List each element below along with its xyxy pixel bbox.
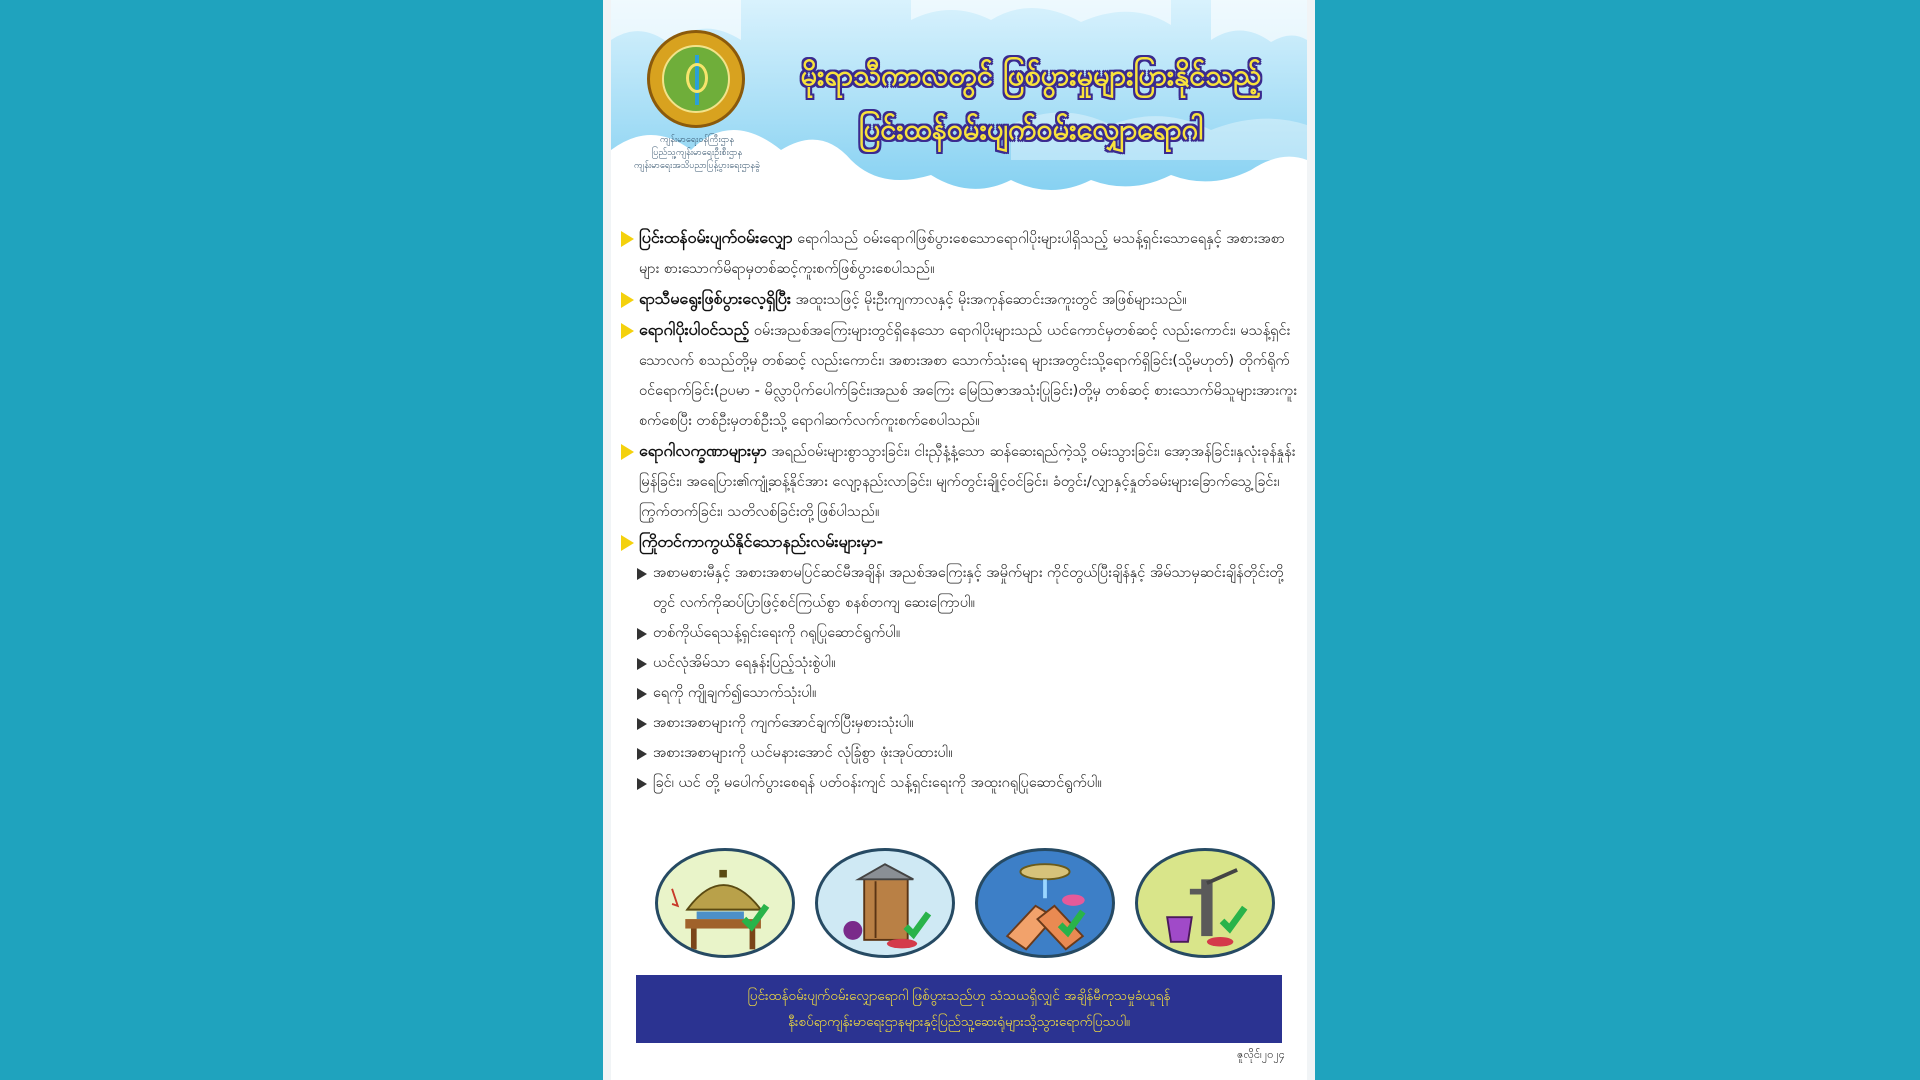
arrow-right-icon — [637, 688, 647, 700]
cholera-poster — [603, 0, 1315, 1080]
section-lead: ရောဂါလက္ခဏာများမှာ — [639, 441, 767, 460]
handwashing-illustration — [975, 848, 1115, 958]
section-lead: ကြိုတင်ကာကွယ်နိုင်သောနည်းလမ်းများမှာ- — [639, 532, 884, 551]
prevention-item — [621, 558, 1301, 618]
prevention-item — [621, 618, 1301, 648]
prevention-item — [621, 678, 1301, 708]
poster-title — [761, 48, 1301, 156]
arrow-right-icon — [637, 718, 647, 730]
poster-header — [611, 0, 1307, 215]
arrow-right-icon — [637, 778, 647, 790]
section-transmission — [621, 223, 1301, 284]
prevention-text: အစားအစာများကို ကျက်အောင်ချက်ပြီးမှစားသုံးပါ။ — [653, 715, 914, 731]
prevention-text: အစားအစာများကို ယင်မနားအောင် လုံခြုံစွာ ဖုံးအုပ်ထားပါ။ — [653, 745, 953, 761]
prevention-text: ယင်လုံအိမ်သာ ရေနှန်းပြည့်သုံးစွဲပါ။ — [653, 655, 836, 671]
latrine-illustration — [815, 848, 955, 958]
section-text: ဝမ်းအညစ်အကြေးများတွင်ရှိနေသော ရောဂါပိုးများသည် ယင်ကောင်မှတစ်ဆင့် လည်းကောင်း၊ မသန့်ရှင်းသောလက် စသည်တို့မှ တစ်ဆင့် လည်းကောင်း၊ အစားအစာ သောက်သုံးရေ များအတွင်းသို့ရောက်ရှိခြင်း(သို့မဟုတ်) တိုက်ရိုက်ဝင်ရောက်ခြင်း(ဥပမာ - မိလ္လာပိုက်ပေါက်ခြင်း၊အညစ် အကြေး မြေဩဇာအသုံးပြုခြင်း)တို့မှ တစ်ဆင့် စားသောက်မိသူများအားကူးစက်စေပြီး တစ်ဦးမှတစ်ဦးသို့ ရောဂါဆက်လက်ကူးစက်စေပါသည်။ — [639, 323, 1297, 429]
prevention-item — [621, 708, 1301, 738]
covered-food-illustration — [655, 848, 795, 958]
section-text: ရောဂါသည် ဝမ်းရောဂါဖြစ်ပွားစေသောရောဂါပိုးများပါရှိသည့် မသန့်ရှင်းသောရေနှင့် အစားအစာများ စားသောက်မိရာမှတစ်ဆင့်ကူးစက်ဖြစ်ပွားစေပါသည်။ — [639, 231, 1285, 277]
section-spread — [621, 315, 1301, 436]
ministry-line-2: ပြည်သူ့ကျန်းမာရေးဦးစီးဌာန — [651, 148, 743, 158]
prevention-item — [621, 768, 1301, 798]
footer-advice — [636, 975, 1282, 1043]
prevention-text: အစာမစားမီနှင့် အစားအစာမပြင်ဆင်မီအချိန်၊ အညစ်အကြေးနှင့် အမှိုက်များ ကိုင်တွယ်ပြီးချိန်နှင့် အိမ်သာမှဆင်းချိန်တိုင်းတို့တွင် လက်ကိုဆပ်ပြာဖြင့်စင်ကြယ်စွာ စနစ်တကျ ဆေးကြောပါ။ — [653, 565, 1284, 611]
poster-content — [621, 223, 1301, 798]
section-text: အထူးသဖြင့် မိုးဦးကျကာလနှင့် မိုးအကုန်ဆောင်းအကူးတွင် အဖြစ်များသည်။ — [795, 292, 1187, 308]
section-text: အရည်ဝမ်းများစွာသွားခြင်း၊ ငါးညှီနံ့နံ့သော ဆန်ဆေးရည်ကဲ့သို့ ဝမ်းသွားခြင်း၊ အော့အန်ခြင်း၊နှလုံးခုန်နှုန်းမြန်ခြင်း၊ အရေပြား၏ကျုံ့ဆန့်နိုင်အား လျော့နည်းလာခြင်း၊ မျက်တွင်းချိုင့်ဝင်ခြင်း၊ ခံတွင်း/လျှာနှင့်နှုတ်ခမ်းများခြောက်သွေ့ခြင်း၊ ကြွက်တက်ခြင်း၊ သတိလစ်ခြင်းတို့ဖြစ်ပါသည်။ — [639, 444, 1296, 520]
logo-emblem — [662, 45, 730, 113]
prevention-item — [621, 648, 1301, 678]
ministry-name — [617, 134, 777, 173]
prevention-text: ခြင်၊ ယင် တို့ မပေါက်ပွားစေရန် ပတ်ဝန်းကျင် သန့်ရှင်းရေးကို အထူးဂရုပြုဆောင်ရွက်ပါ။ — [653, 775, 1102, 791]
publication-date: ဇူလိုင်၊၂၀၂၄ — [1237, 1048, 1285, 1061]
prevention-text: ရေကို ကျိုချက်၍သောက်သုံးပါ။ — [653, 685, 817, 701]
footer-line-2: နီးစပ်ရာကျန်းမာရေးဌာနများနှင့်ပြည်သူ့ဆေးရုံများသို့သွားရောက်ပြသပါ။ — [788, 1014, 1130, 1030]
title-line-2: ပြင်းထန်ဝမ်းပျက်ဝမ်းလျှောရောဂါ — [858, 112, 1204, 146]
section-lead: ပြင်းထန်ဝမ်းပျက်ဝမ်းလျှော — [639, 228, 793, 247]
bullet-triangle-icon — [621, 231, 634, 247]
snake-icon — [686, 63, 708, 93]
arrow-right-icon — [637, 658, 647, 670]
bullet-triangle-icon — [621, 323, 634, 339]
footer-line-1: ပြင်းထန်ဝမ်းပျက်ဝမ်းလျှောရောဂါ ဖြစ်ပွားသည်ဟု သံသယရှိလျှင် အချိန်မီကုသမှုခံယူရန် — [747, 988, 1171, 1004]
title-line-1: မိုးရာသီကာလတွင် ဖြစ်ပွားမှုများပြားနိုင်သည့် — [800, 58, 1262, 92]
section-symptoms — [621, 436, 1301, 527]
section-lead: ရောဂါပိုးပါဝင်သည့် — [639, 320, 750, 339]
arrow-right-icon — [637, 628, 647, 640]
ministry-of-health-logo — [647, 30, 745, 128]
section-lead: ရာသီမရွေးဖြစ်ပွားလေ့ရှိပြီး — [639, 289, 791, 308]
section-prevention — [621, 527, 1301, 558]
ministry-line-1: ကျန်းမာရေးဝန်ကြီးဌာန — [659, 135, 735, 145]
section-season — [621, 284, 1301, 315]
prevention-item — [621, 738, 1301, 768]
prevention-text: တစ်ကိုယ်ရေသန့်ရှင်းရေးကို ဂရုပြုဆောင်ရွက်ပါ။ — [653, 625, 901, 641]
ministry-line-3: ကျန်းမာရေးအသိပညာပြန့်ပွားရေးဌာနခွဲ — [633, 161, 761, 171]
bullet-triangle-icon — [621, 535, 634, 551]
bullet-triangle-icon — [621, 444, 634, 460]
arrow-right-icon — [637, 568, 647, 580]
illustration-row — [655, 848, 1275, 960]
water-pump-illustration — [1135, 848, 1275, 958]
arrow-right-icon — [637, 748, 647, 760]
bullet-triangle-icon — [621, 292, 634, 308]
